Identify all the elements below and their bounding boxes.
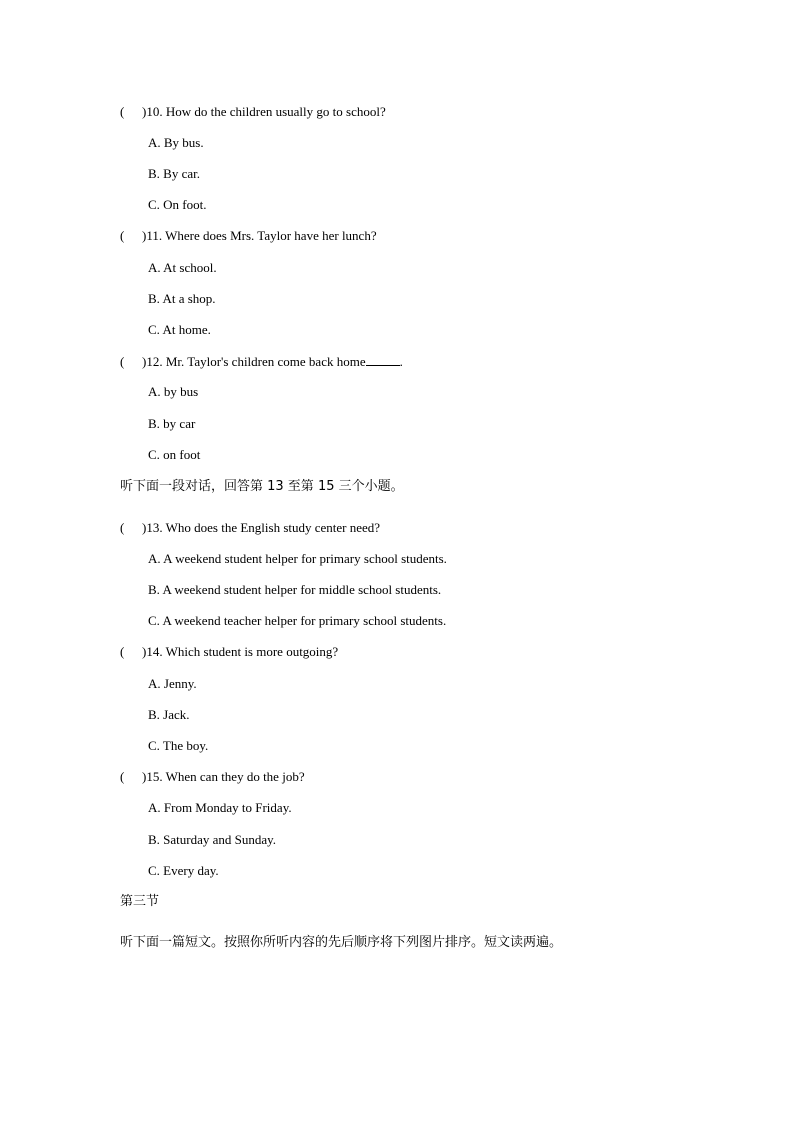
- answer-paren-open: (: [120, 104, 125, 119]
- option-b: B. By car.: [148, 166, 200, 181]
- section-three-title: 第三节: [120, 894, 160, 909]
- question-text: 13. Who does the English study center need?: [146, 520, 381, 535]
- option-a: A. Jenny.: [148, 676, 197, 691]
- answer-paren-open: (: [120, 769, 125, 784]
- question-text-end: .: [399, 354, 403, 369]
- answer-paren-close: ): [142, 228, 147, 243]
- question-12: [120, 353, 403, 370]
- option-a: A. By bus.: [148, 135, 204, 150]
- question-15: [120, 769, 305, 785]
- question-11: [120, 228, 377, 244]
- option-c: C. A weekend teacher helper for primary school students.: [148, 613, 447, 628]
- option-a: A. At school.: [148, 260, 217, 275]
- answer-paren-close: ): [142, 354, 147, 369]
- question-text: 14. Which student is more outgoing?: [146, 644, 339, 659]
- option-c: C. On foot.: [148, 197, 207, 212]
- answer-paren-open: (: [120, 228, 125, 243]
- option-c: C. The boy.: [148, 738, 209, 753]
- question-text: 15. When can they do the job?: [146, 769, 305, 784]
- answer-paren-open: (: [120, 644, 125, 659]
- option-a: A. by bus: [148, 384, 199, 399]
- answer-paren-close: ): [142, 520, 147, 535]
- answer-paren-close: ): [142, 644, 147, 659]
- answer-blank: [366, 353, 400, 366]
- option-c: C. Every day.: [148, 863, 219, 878]
- question-13: [120, 520, 380, 536]
- option-a: A. A weekend student helper for primary school students.: [148, 551, 447, 566]
- answer-paren-open: (: [120, 354, 125, 369]
- question-text: 12. Mr. Taylor's children come back home: [146, 354, 366, 369]
- option-c: C. At home.: [148, 322, 211, 337]
- option-a: A. From Monday to Friday.: [148, 800, 292, 815]
- option-b: B. by car: [148, 416, 196, 431]
- question-14: [120, 644, 338, 660]
- answer-paren-close: ): [142, 104, 147, 119]
- instruction-13-15: 听下面一段对话，回答第 13 至第 15 三个小题。: [120, 479, 404, 494]
- answer-paren-open: (: [120, 520, 125, 535]
- option-c: C. on foot: [148, 447, 201, 462]
- option-b: B. Jack.: [148, 707, 190, 722]
- section-three-instruction: 听下面一篇短文。按照你所听内容的先后顺序将下列图片排序。短文读两遍。: [120, 935, 563, 950]
- question-10: [120, 104, 386, 120]
- answer-paren-close: ): [142, 769, 147, 784]
- option-b: B. A weekend student helper for middle school students.: [148, 582, 442, 597]
- question-text: 11. Where does Mrs. Taylor have her lunch?: [146, 228, 377, 243]
- option-b: B. Saturday and Sunday.: [148, 832, 277, 847]
- question-text: 10. How do the children usually go to school?: [146, 104, 386, 119]
- option-b: B. At a shop.: [148, 291, 216, 306]
